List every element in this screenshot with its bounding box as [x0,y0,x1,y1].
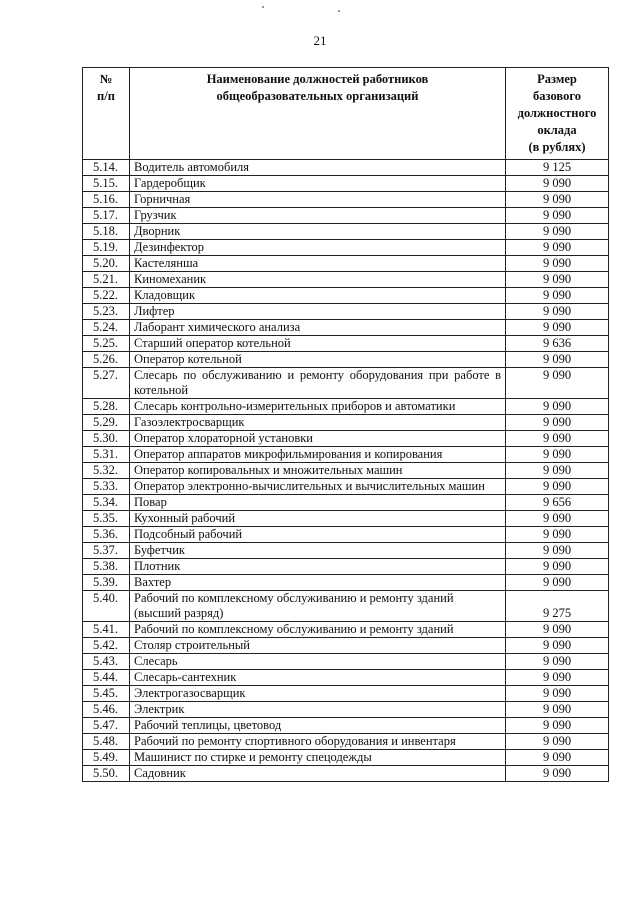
row-number: 5.38. [83,559,130,575]
header-base-salary-text: Размер базового должностного оклада (в рублях) [517,72,597,154]
table-row [83,495,609,511]
header-base-salary [506,68,609,160]
row-number: 5.41. [83,622,130,638]
table-row [83,575,609,591]
table-row [83,718,609,734]
row-number: 5.46. [83,702,130,718]
position-name: Оператор аппаратов микрофильмирования и копирования [130,447,506,463]
base-salary: 9 125 [506,160,609,176]
base-salary: 9 090 [506,399,609,415]
table-row [83,431,609,447]
position-name: Электрик [130,702,506,718]
row-number: 5.34. [83,495,130,511]
base-salary: 9 090 [506,352,609,368]
base-salary: 9 090 [506,543,609,559]
position-name: Киномеханик [130,272,506,288]
table-header-row [83,68,609,160]
position-name: Гардеробщик [130,176,506,192]
scan-speck [262,6,264,8]
row-number: 5.17. [83,208,130,224]
base-salary: 9 090 [506,718,609,734]
header-position-name [130,68,506,160]
table-row [83,463,609,479]
table-row [83,479,609,495]
position-name: Кастелянша [130,256,506,272]
table-row [83,320,609,336]
table-row [83,622,609,638]
scan-speck [338,10,340,12]
table-row [83,702,609,718]
table-body [83,160,609,782]
position-name: Рабочий по комплексному обслуживанию и ремонту зданий (высший разряд) [130,591,506,622]
row-number: 5.50. [83,766,130,782]
table-row [83,766,609,782]
row-number: 5.43. [83,654,130,670]
position-name: Старший оператор котельной [130,336,506,352]
row-number: 5.20. [83,256,130,272]
base-salary: 9 090 [506,176,609,192]
table-row [83,272,609,288]
base-salary: 9 090 [506,511,609,527]
base-salary: 9 090 [506,272,609,288]
row-number: 5.15. [83,176,130,192]
table-row [83,543,609,559]
base-salary: 9 090 [506,670,609,686]
row-number: 5.42. [83,638,130,654]
base-salary: 9 090 [506,654,609,670]
row-number: 5.32. [83,463,130,479]
position-name: Буфетчик [130,543,506,559]
position-name: Грузчик [130,208,506,224]
table-row [83,399,609,415]
base-salary: 9 275 [506,591,609,622]
table-row [83,368,609,399]
row-number: 5.44. [83,670,130,686]
base-salary: 9 090 [506,463,609,479]
base-salary: 9 090 [506,320,609,336]
position-name: Оператор копировальных и множительных машин [130,463,506,479]
table-row [83,750,609,766]
row-number: 5.39. [83,575,130,591]
base-salary: 9 090 [506,479,609,495]
position-name: Газоэлектросварщик [130,415,506,431]
base-salary: 9 090 [506,192,609,208]
row-number: 5.36. [83,527,130,543]
position-name: Плотник [130,559,506,575]
row-number: 5.26. [83,352,130,368]
position-name: Слесарь-сантехник [130,670,506,686]
base-salary: 9 090 [506,431,609,447]
position-name: Садовник [130,766,506,782]
position-name: Оператор электронно-вычислительных и вычислительных машин [130,479,506,495]
base-salary: 9 090 [506,638,609,654]
table-row [83,734,609,750]
position-name: Горничная [130,192,506,208]
base-salary: 9 090 [506,304,609,320]
base-salary: 9 090 [506,734,609,750]
table-row [83,192,609,208]
table-row [83,240,609,256]
position-name: Кладовщик [130,288,506,304]
row-number: 5.40. [83,591,130,622]
row-number: 5.23. [83,304,130,320]
row-number: 5.49. [83,750,130,766]
row-number: 5.14. [83,160,130,176]
position-name: Столяр строительный [130,638,506,654]
row-number: 5.16. [83,192,130,208]
base-salary: 9 090 [506,559,609,575]
table-row [83,208,609,224]
row-number: 5.45. [83,686,130,702]
table-row [83,527,609,543]
table-row [83,256,609,272]
position-name: Водитель автомобиля [130,160,506,176]
row-number: 5.35. [83,511,130,527]
position-name: Оператор котельной [130,352,506,368]
position-name: Рабочий теплицы, цветовод [130,718,506,734]
position-name: Лифтер [130,304,506,320]
position-name: Повар [130,495,506,511]
table-row [83,591,609,622]
base-salary: 9 090 [506,702,609,718]
base-salary: 9 656 [506,495,609,511]
page-number: 21 [313,33,327,48]
table-row [83,288,609,304]
row-number: 5.22. [83,288,130,304]
row-number: 5.21. [83,272,130,288]
position-name: Электрогазосварщик [130,686,506,702]
header-number-text: № п/п [97,72,115,103]
row-number: 5.28. [83,399,130,415]
base-salary: 9 090 [506,368,609,399]
table-row [83,654,609,670]
table-row [83,447,609,463]
header-number [83,68,130,160]
table-row [83,638,609,654]
salary-table [82,67,609,782]
row-number: 5.37. [83,543,130,559]
table-row [83,511,609,527]
base-salary: 9 636 [506,336,609,352]
row-number: 5.19. [83,240,130,256]
table-row [83,686,609,702]
base-salary: 9 090 [506,208,609,224]
base-salary: 9 090 [506,750,609,766]
base-salary: 9 090 [506,288,609,304]
row-number: 5.24. [83,320,130,336]
table-row [83,224,609,240]
base-salary: 9 090 [506,766,609,782]
base-salary: 9 090 [506,224,609,240]
row-number: 5.33. [83,479,130,495]
position-name: Рабочий по ремонту спортивного оборудования и инвентаря [130,734,506,750]
position-name: Слесарь по обслуживанию и ремонту оборудования при работе в котельной [130,368,506,399]
row-number: 5.31. [83,447,130,463]
row-number: 5.30. [83,431,130,447]
position-name: Слесарь контрольно-измерительных приборов и автоматики [130,399,506,415]
base-salary: 9 090 [506,527,609,543]
base-salary: 9 090 [506,240,609,256]
row-number: 5.27. [83,368,130,399]
header-position-name-text: Наименование должностей работников общеобразовательных организаций [206,72,429,103]
base-salary: 9 090 [506,575,609,591]
table-row [83,176,609,192]
row-number: 5.18. [83,224,130,240]
table-row [83,559,609,575]
row-number: 5.47. [83,718,130,734]
base-salary: 9 090 [506,622,609,638]
position-name: Дезинфектор [130,240,506,256]
position-name: Дворник [130,224,506,240]
table-row [83,415,609,431]
row-number: 5.29. [83,415,130,431]
position-name: Кухонный рабочий [130,511,506,527]
row-number: 5.48. [83,734,130,750]
table-row [83,352,609,368]
position-name: Подсобный рабочий [130,527,506,543]
base-salary: 9 090 [506,415,609,431]
position-name: Машинист по стирке и ремонту спецодежды [130,750,506,766]
position-name: Оператор хлораторной установки [130,431,506,447]
position-name: Вахтер [130,575,506,591]
table-row [83,160,609,176]
table-row [83,304,609,320]
base-salary: 9 090 [506,256,609,272]
position-name: Рабочий по комплексному обслуживанию и ремонту зданий [130,622,506,638]
row-number: 5.25. [83,336,130,352]
base-salary: 9 090 [506,447,609,463]
position-name: Слесарь [130,654,506,670]
table-row [83,670,609,686]
base-salary: 9 090 [506,686,609,702]
position-name: Лаборант химического анализа [130,320,506,336]
table-row [83,336,609,352]
